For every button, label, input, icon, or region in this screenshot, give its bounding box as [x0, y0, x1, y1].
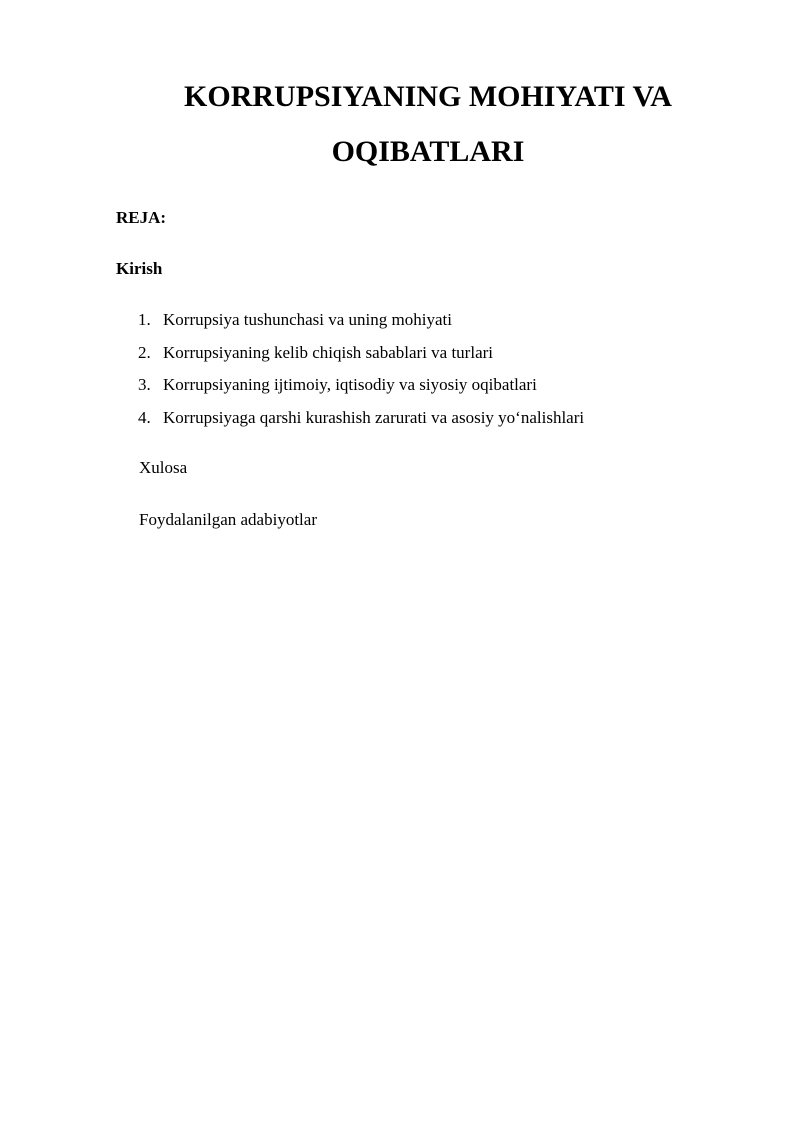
- references-entry: Foydalanilgan adabiyotlar: [139, 510, 317, 529]
- list-item: [138, 310, 584, 330]
- list-item-text: Korrupsiyaning ijtimoiy, iqtisodiy va siyosiy oqibatlari: [163, 375, 537, 394]
- list-item: [138, 375, 584, 395]
- list-item: [138, 343, 584, 363]
- list-item: [138, 408, 584, 428]
- list-item-number: 2.: [138, 342, 151, 362]
- list-item-text: Korrupsiya tushunchasi va uning mohiyati: [163, 310, 452, 329]
- list-item-number: 4.: [138, 407, 151, 427]
- list-item-number: 1.: [138, 310, 151, 329]
- list-item-text: Korrupsiyaning kelib chiqish sabablari va turlari: [163, 342, 493, 362]
- conclusion-entry: Xulosa: [139, 458, 188, 477]
- list-item-text: Korrupsiyaga qarshi kurashish zarurati va asosiy yo‘nalishlari: [163, 407, 585, 427]
- list-item-number: 3.: [138, 375, 151, 394]
- page-title-line-1: KORRUPSIYANING MOHIYATI VA: [184, 80, 672, 113]
- plan-list: [138, 310, 584, 440]
- page-title-line-2: OQIBATLARI: [331, 135, 525, 168]
- plan-heading: REJA:: [116, 208, 167, 227]
- intro-heading: Kirish: [116, 259, 163, 278]
